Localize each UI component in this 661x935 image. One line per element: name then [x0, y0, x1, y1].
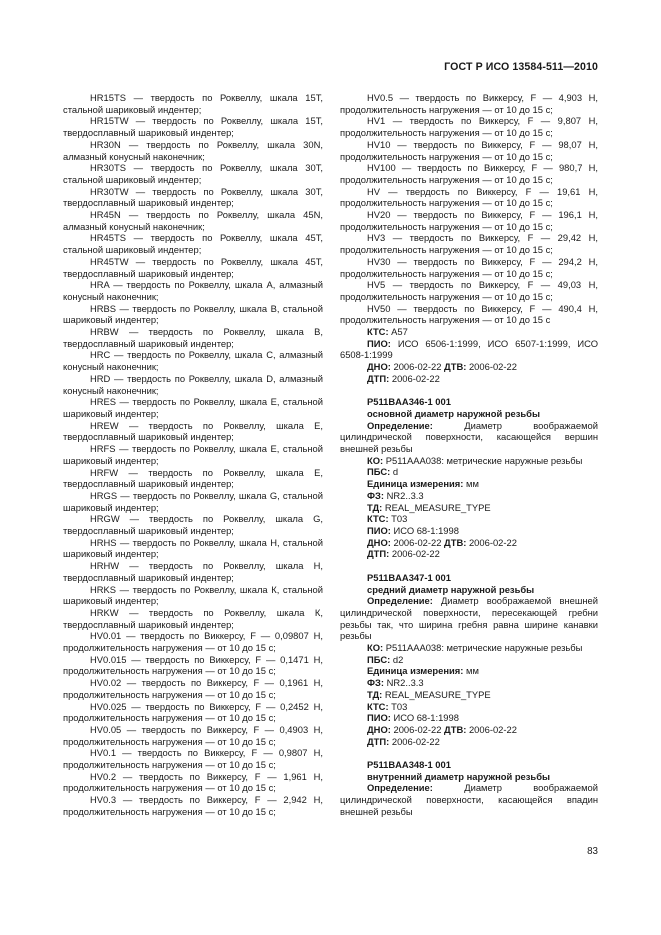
list-item: HV0.2 — твердость по Виккерсу, F — 1,961 Н, продолжительность нагружения — от 10 до 15 с;: [63, 770, 323, 794]
dtp-line: [340, 548, 598, 560]
list-item: HRES — твердость по Роквеллу, шкала Е, стальной шариковый индентер;: [63, 396, 323, 419]
list-item: HRGW — твердость по Роквеллу, шкала G, твердосплавный шариковый индентер;: [63, 513, 323, 537]
list-item: HV0.015 — твердость по Виккерсу, F — 0,1471 Н, продолжительность нагружения — от 10 до 15 с;: [63, 653, 323, 677]
list-item: HV20 — твердость по Виккерсу, F — 196,1 Н, продолжительность нагружения — от 10 до 15 с;: [340, 209, 598, 232]
pio-label: ПИО:: [367, 337, 391, 349]
dtp-label: ДТП:: [367, 372, 390, 384]
ko-label: КО:: [367, 454, 384, 466]
definition-text: Диаметр воображаемой внешней цилиндрической поверхности, пересекающей гребни резьбы так, что ширина гребня равна ширине канавки резьбы: [340, 595, 598, 642]
spacer: [340, 560, 598, 572]
pio-line: [340, 525, 598, 537]
list-item: HREW — твердость по Роквеллу, шкала Е, твердосплавный шариковый индентер;: [63, 419, 323, 443]
entry-code: P511BAA348-1 001: [367, 759, 451, 771]
unit-label: Единица измерения:: [367, 478, 464, 490]
list-item: HRHW — твердость по Роквеллу, шкала Н, твердосплавный шариковый индентер;: [63, 560, 323, 583]
dtv-label: ДТВ:: [444, 536, 467, 548]
kts-value: Т03: [388, 513, 408, 525]
pbs-label: ПБС:: [367, 653, 391, 665]
td-line: [340, 502, 598, 514]
list-item: HR15TW — твердость по Роквеллу, шкала 15T, твердосплавный шариковый индентер;: [63, 115, 323, 139]
list-item: HV3 — твердость по Виккерсу, F — 29,42 Н, продолжительность нагружения — от 10 до 15 с;: [340, 232, 598, 256]
list-item: HV0.1 — твердость по Виккерсу, F — 0,9807 Н, продолжительность нагружения — от 10 до 15 с;: [63, 747, 323, 771]
definition-label: Определение:: [367, 419, 433, 431]
list-item: HV — твердость по Виккерсу, F — 19,61 Н, продолжительность нагружения — от 10 до 15 с;: [340, 185, 598, 209]
unit-value: мм: [463, 665, 479, 677]
fz-label: ФЗ:: [367, 489, 384, 501]
ko-value: P511AAA038: метрические наружные резьбы: [383, 454, 583, 466]
dtp-line: [340, 736, 598, 748]
dtv-value: 2006-02-22: [466, 361, 517, 373]
list-item: HR30TW — твердость по Роквеллу, шкала 30T, твердосплавный шариковый индентер;: [63, 185, 323, 209]
left-column: [63, 92, 323, 818]
dtp-value: 2006-02-22: [389, 372, 440, 384]
list-item: HV0.01 — твердость по Виккерсу, F — 0,09807 Н, продолжительность нагружения — от 10 до 15 с;: [63, 630, 323, 654]
entry-name: внутренний диаметр наружной резьбы: [367, 770, 550, 782]
pio-label: ПИО:: [367, 525, 391, 536]
dno-value: 2006-02-22: [390, 723, 445, 735]
entry-code: P511BAA346-1 001: [367, 396, 451, 408]
dtp-line: [340, 373, 598, 385]
td-line: [340, 689, 598, 701]
list-item: HR30TS — твердость по Роквеллу, шкала 30T, стальной шариковый индентер;: [63, 162, 323, 185]
pbs-value: d: [390, 466, 399, 478]
dtp-label: ДТП:: [367, 735, 390, 747]
definition-text: Диаметр воображаемой цилиндрической поверхности, касающейся впадин внешней резьбы: [340, 782, 598, 817]
list-item: HRBS — твердость по Роквеллу, шкала В, стальной шариковый индентер;: [63, 302, 323, 326]
document-header: ГОСТ Р ИСО 13584-511—2010: [444, 61, 598, 73]
definition-text: Диаметр воображаемой цилиндрической поверхности, касающейся вершин внешней резьбы: [340, 419, 598, 455]
dtv-label: ДТВ:: [444, 361, 467, 373]
right-column: [340, 92, 598, 818]
list-item: HRFS — твердость по Роквеллу, шкала Е, стальной шариковый индентер;: [63, 443, 323, 466]
ko-line: [340, 455, 598, 467]
ko-label: КО:: [367, 642, 384, 654]
entry-name: основной диаметр наружной резьбы: [367, 407, 540, 419]
list-item: HV0.025 — твердость по Виккерсу, F — 0,2452 Н, продолжительность нагружения — от 10 до 15 с;: [63, 700, 323, 724]
list-item: HV0.05 — твердость по Виккерсу, F — 0,4903 Н, продолжительность нагружения — от 10 до 15 с;: [63, 723, 323, 747]
dtp-label: ДТП:: [367, 548, 390, 560]
pbs-value: d2: [390, 653, 404, 665]
fz-line: [340, 490, 598, 502]
definition-label: Определение:: [367, 595, 433, 607]
pio-value: ИСО 68-1:1998: [390, 712, 459, 724]
spacer: [340, 747, 598, 759]
dtv-value: 2006-02-22: [466, 723, 517, 735]
fz-line: [340, 677, 598, 689]
dtv-label: ДТВ:: [444, 723, 467, 735]
unit-value: мм: [463, 478, 479, 490]
entry-definition: [340, 782, 598, 817]
list-item: HV0.3 — твердость по Виккерсу, F — 2,942 Н, продолжительность нагружения — от 10 до 15 с;: [63, 794, 323, 817]
list-item: HR45TW — твердость по Роквеллу, шкала 45T, твердосплавный шариковый индентер;: [63, 255, 323, 279]
list-item: HV0.5 — твердость по Виккерсу, F — 4,903 Н, продолжительность нагружения — от 10 до 15 с;: [340, 92, 598, 115]
list-item: HRKS — твердость по Роквеллу, шкала К, стальной шариковый индентер;: [63, 583, 323, 607]
list-item: HRFW — твердость по Роквеллу, шкала Е, твердосплавный шариковый индентер;: [63, 466, 323, 490]
pio-label: ПИО:: [367, 712, 391, 724]
kts-label: КТС:: [367, 700, 389, 712]
kts-label: КТС:: [367, 513, 389, 525]
list-item: HV30 — твердость по Виккерсу, F — 294,2 Н, продолжительность нагружения — от 10 до 15 с;: [340, 255, 598, 279]
list-item: HRA — твердость по Роквеллу, шкала А, алмазный конусный наконечник;: [63, 279, 323, 302]
unit-line: [340, 478, 598, 490]
dno-label: ДНО:: [367, 361, 391, 373]
list-item: HRHS — твердость по Роквеллу, шкала Н, стальной шариковый индентер;: [63, 536, 323, 560]
kts-line: [340, 326, 598, 338]
dno-value: 2006-02-22: [390, 361, 445, 373]
list-item: HRBW — твердость по Роквеллу, шкала В, твердосплавный шариковый индентер;: [63, 326, 323, 349]
list-item: HR45TS — твердость по Роквеллу, шкала 45T, стальной шариковый индентер;: [63, 232, 323, 256]
pio-value: ИСО 68-1:1998: [390, 525, 459, 536]
dates-line: [340, 361, 598, 373]
list-item: HV0.02 — твердость по Виккерсу, F — 0,1961 Н, продолжительность нагружения — от 10 до 15 с;: [63, 677, 323, 700]
dtp-value: 2006-02-22: [389, 735, 440, 747]
page-number: 83: [587, 846, 598, 857]
fz-label: ФЗ:: [367, 677, 384, 689]
definition-label: Определение:: [367, 782, 433, 794]
list-item: HV1 — твердость по Виккерсу, F — 9,807 Н, продолжительность нагружения — от 10 до 15 с;: [340, 115, 598, 139]
pbs-label: ПБС:: [367, 466, 391, 478]
dno-label: ДНО:: [367, 536, 391, 548]
pio-value: ИСО 6506-1:1999, ИСО 6507-1:1999, ИСО 6508-1:1999: [340, 337, 598, 361]
fz-value: NR2..3.3: [384, 677, 424, 689]
ko-line: [340, 642, 598, 654]
pio-line: [340, 712, 598, 724]
dtv-value: 2006-02-22: [466, 536, 517, 548]
fz-value: NR2..3.3: [384, 489, 424, 501]
dates-line: [340, 537, 598, 549]
list-item: HV100 — твердость по Виккерсу, F — 980,7 Н, продолжительность нагружения — от 10 до 15 с;: [340, 162, 598, 185]
spacer: [340, 385, 598, 397]
kts-line: [340, 701, 598, 713]
list-item: HV10 — твердость по Виккерсу, F — 98,07 Н, продолжительность нагружения — от 10 до 15 с;: [340, 138, 598, 162]
kts-value: Т03: [388, 700, 408, 712]
list-item: HV50 — твердость по Виккерсу, F — 490,4 Н, продолжительность нагружения — от 10 до 15 с: [340, 302, 598, 326]
list-item: HR30N — твердость по Роквеллу, шкала 30N, алмазный конусный наконечник;: [63, 138, 323, 162]
list-item: HR45N — твердость по Роквеллу, шкала 45N, алмазный конусный наконечник;: [63, 209, 323, 232]
list-item: HRC — твердость по Роквеллу, шкала С, алмазный конусный наконечник;: [63, 349, 323, 373]
list-item: HV5 — твердость по Виккерсу, F — 49,03 Н, продолжительность нагружения — от 10 до 15 с;: [340, 279, 598, 302]
pbs-line: [340, 466, 598, 478]
td-label: ТД:: [367, 501, 383, 513]
dno-label: ДНО:: [367, 723, 391, 735]
list-item: HRKW — твердость по Роквеллу, шкала К, твердосплавный шариковый индентер;: [63, 606, 323, 630]
unit-label: Единица измерения:: [367, 665, 464, 677]
entry-code: P511BAA347-1 001: [367, 571, 451, 583]
kts-line: [340, 513, 598, 525]
td-label: ТД:: [367, 688, 383, 700]
entry-definition: [340, 420, 598, 455]
td-value: REAL_MEASURE_TYPE: [382, 501, 491, 513]
pio-line: [340, 338, 598, 361]
pbs-line: [340, 654, 598, 666]
list-item: HRGS — твердость по Роквеллу, шкала G, стальной шариковый индентер;: [63, 489, 323, 513]
kts-label: КТС:: [367, 326, 389, 338]
dno-value: 2006-02-22: [390, 536, 445, 548]
td-value: REAL_MEASURE_TYPE: [382, 688, 491, 700]
list-item: HRD — твердость по Роквеллу, шкала D, алмазный конусный наконечник;: [63, 372, 323, 396]
entry-definition: [340, 595, 598, 642]
kts-value: А57: [388, 326, 408, 338]
dates-line: [340, 724, 598, 736]
dtp-value: 2006-02-22: [389, 548, 440, 560]
unit-line: [340, 665, 598, 677]
entry-name: средний диаметр наружной резьбы: [367, 583, 535, 595]
ko-value: P511AAA038: метрические наружные резьбы: [383, 642, 583, 654]
list-item: HR15TS — твердость по Роквеллу, шкала 15T, стальной шариковый индентер;: [63, 92, 323, 115]
